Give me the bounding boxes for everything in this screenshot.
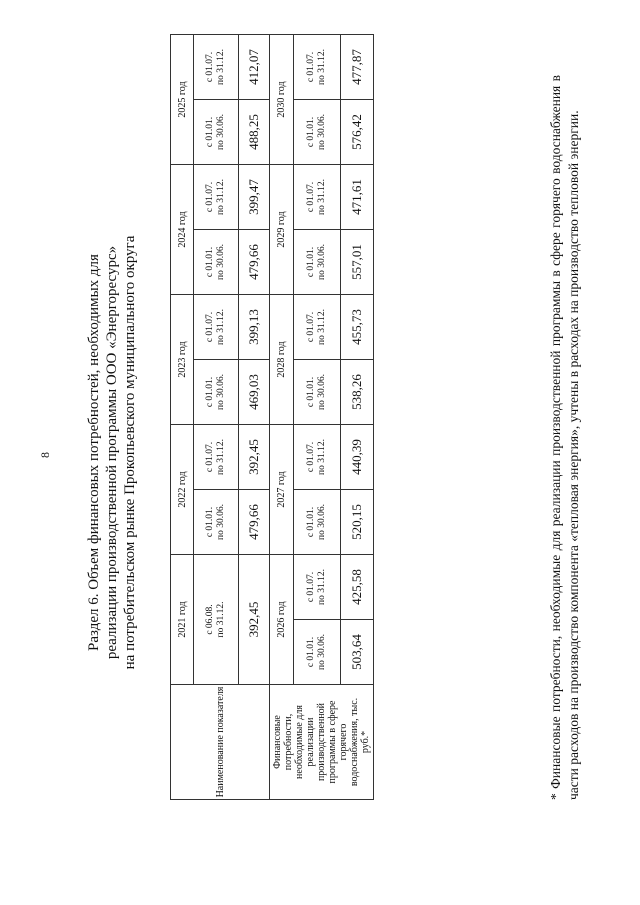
value-cell: 488,25 — [239, 100, 270, 165]
value-cell: 576,42 — [341, 100, 374, 165]
year-header: 2027 год — [270, 425, 294, 555]
value-cell: 392,45 — [239, 555, 270, 685]
value-cell: 503,64 — [341, 620, 374, 685]
value-cell: 399,47 — [239, 165, 270, 230]
section-title-line-2: реализации производственной программы ООО «Энергоресурс» — [104, 245, 120, 660]
year-header: 2028 год — [270, 295, 294, 425]
value-cell: 520,15 — [341, 490, 374, 555]
indicator-name-header: Наименование показателя — [171, 685, 270, 800]
period-header: с 01.07. по 31.12. — [194, 165, 239, 230]
period-header: с 01.01. по 30.06. — [294, 490, 341, 555]
period-header: с 01.01. по 30.06. — [194, 360, 239, 425]
period-header: с 01.07. по 31.12. — [294, 295, 341, 360]
period-header: с 01.07. по 31.12. — [294, 425, 341, 490]
section-title-line-3: на потребительском рынке Прокопьевского муниципального округа — [122, 235, 138, 670]
year-header: 2029 год — [270, 165, 294, 295]
footnote-line-1: * Финансовые потребности, необходимые для реализации производственной программы в сфере горячего водоснабжения в — [548, 75, 563, 800]
period-header: с 01.07. по 31.12. — [294, 165, 341, 230]
year-header: 2025 год — [171, 35, 194, 165]
year-header: 2024 год — [171, 165, 194, 295]
period-header: с 01.01. по 30.06. — [294, 230, 341, 295]
period-header: с 01.07. по 31.12. — [194, 295, 239, 360]
period-header: с 01.01. по 30.06. — [194, 230, 239, 295]
period-header: с 01.07. по 31.12. — [294, 35, 341, 100]
period-header: с 01.07. по 31.12. — [294, 555, 341, 620]
period-header: с 01.01. по 30.06. — [294, 620, 341, 685]
period-header: с 01.07. по 31.12. — [194, 425, 239, 490]
period-header: с 01.07. по 31.12. — [194, 35, 239, 100]
footnote-line-2: части расходов на производство компонента «тепловая энергия», учтены в расходах на производство тепловой энергии. — [566, 110, 581, 800]
period-header: с 01.01. по 30.06. — [194, 100, 239, 165]
value-cell: 538,26 — [341, 360, 374, 425]
value-cell: 399,13 — [239, 295, 270, 360]
value-cell: 469,03 — [239, 360, 270, 425]
year-header: 2030 год — [270, 35, 294, 165]
value-cell: 479,66 — [239, 490, 270, 555]
year-header: 2026 год — [270, 555, 294, 685]
financial-needs-table — [170, 34, 374, 800]
value-cell: 425,58 — [341, 555, 374, 620]
value-cell: 479,66 — [239, 230, 270, 295]
year-header: 2023 год — [171, 295, 194, 425]
value-cell: 440,39 — [341, 425, 374, 490]
period-header: с 01.01. по 30.06. — [194, 490, 239, 555]
year-header: 2022 год — [171, 425, 194, 555]
value-cell: 471,61 — [341, 165, 374, 230]
value-cell: 392,45 — [239, 425, 270, 490]
period-header: с 01.01. по 30.06. — [294, 360, 341, 425]
value-cell: 477,87 — [341, 35, 374, 100]
value-cell: 557,01 — [341, 230, 374, 295]
value-cell: 412,07 — [239, 35, 270, 100]
year-header: 2021 год — [171, 555, 194, 685]
page-number: 8 — [38, 452, 52, 458]
period-header: с 06.08. по 31.12. — [194, 555, 239, 685]
period-header: с 01.01. по 30.06. — [294, 100, 341, 165]
indicator-name: Финансовые потребности, необходимые для реализации производственной программы в сфере горячего водоснабжения, тыс. руб.* — [270, 685, 374, 800]
value-cell: 455,73 — [341, 295, 374, 360]
section-title-line-1: Раздел 6. Объем финансовых потребностей, необходимых для — [86, 254, 102, 651]
